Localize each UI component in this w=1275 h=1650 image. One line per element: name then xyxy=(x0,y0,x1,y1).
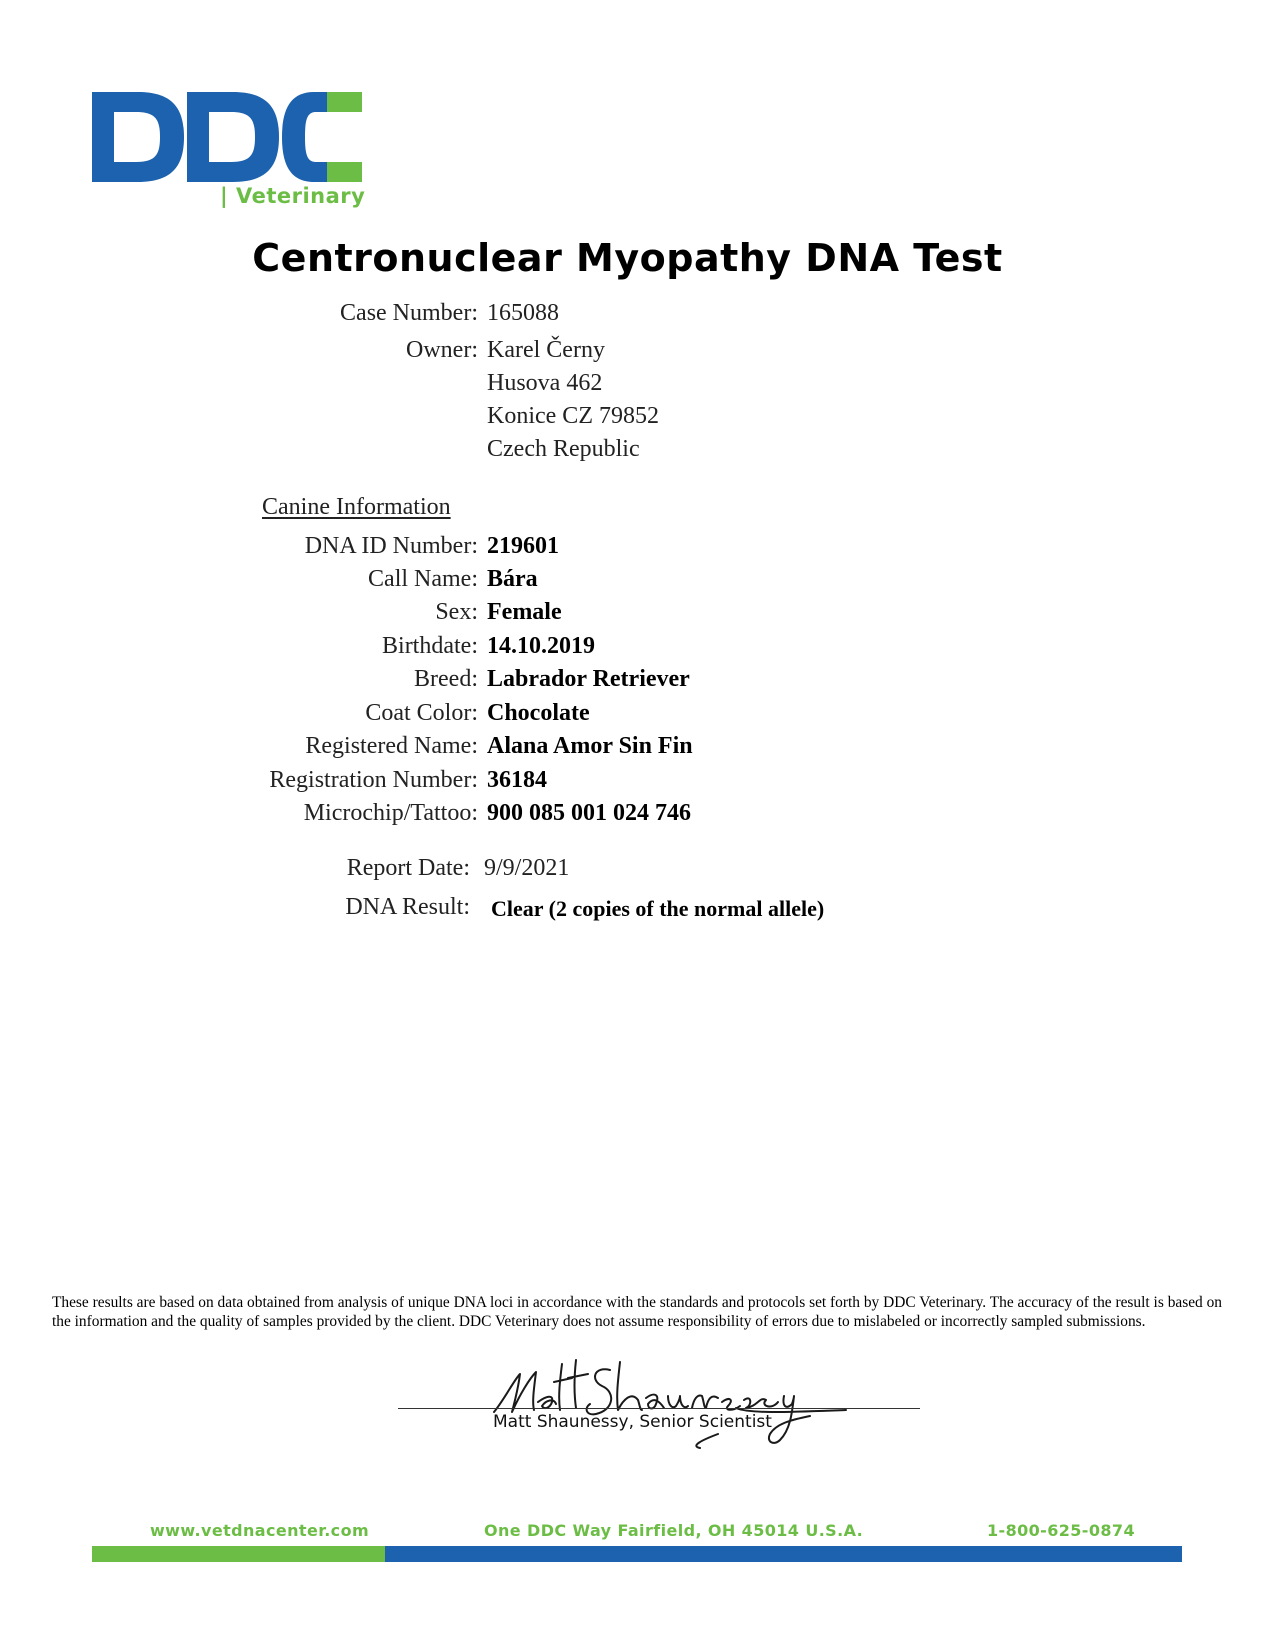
ddc-veterinary-logo xyxy=(92,92,366,214)
microchip-value: 900 085 001 024 746 xyxy=(487,800,691,826)
logo-subtitle: | Veterinary xyxy=(220,184,366,208)
sex-value: Female xyxy=(487,599,562,625)
footer-address: One DDC Way Fairfield, OH 45014 U.S.A. xyxy=(484,1521,864,1540)
disclaimer-text: These results are based on data obtained from analysis of unique DNA loci in accordance with the standards and protocols set forth by DDC Veterinary. The accuracy of the result is based on the information and the quality of samples provided by the client. DDC Veterinary does not assume responsibility of errors due to mislabeled or incorrectly sampled submissions. xyxy=(52,1294,1222,1330)
owner-street: Husova 462 xyxy=(487,370,603,396)
call-name-label: Call Name: xyxy=(368,566,478,592)
dna-result-value: Clear (2 copies of the normal allele) xyxy=(491,896,825,921)
dna-id-label: DNA ID Number: xyxy=(304,533,478,559)
handwritten-signature xyxy=(490,1350,870,1450)
report-title: Centronuclear Myopathy DNA Test xyxy=(252,236,1003,280)
breed-value: Labrador Retriever xyxy=(487,666,690,692)
coat-color-value: Chocolate xyxy=(487,700,590,726)
registered-name-value: Alana Amor Sin Fin xyxy=(487,733,693,759)
case-number-value: 165088 xyxy=(487,300,559,326)
report-date-value: 9/9/2021 xyxy=(484,855,570,881)
dna-id-value: 219601 xyxy=(487,533,559,559)
call-name-value: Bára xyxy=(487,566,538,592)
signature-line xyxy=(398,1408,920,1409)
microchip-label: Microchip/Tattoo: xyxy=(303,800,478,826)
registration-number-label: Registration Number: xyxy=(269,767,478,793)
case-number-label: Case Number: xyxy=(340,300,478,326)
canine-information-heading: Canine Information xyxy=(262,494,451,520)
owner-name: Karel Černy xyxy=(487,337,605,363)
registered-name-label: Registered Name: xyxy=(305,733,478,759)
dna-result-label: DNA Result: xyxy=(345,894,470,920)
birthdate-value: 14.10.2019 xyxy=(487,633,595,659)
footer-bar-blue xyxy=(385,1546,1182,1562)
report-date-label: Report Date: xyxy=(346,855,470,881)
coat-color-label: Coat Color: xyxy=(365,700,478,726)
birthdate-label: Birthdate: xyxy=(382,633,478,659)
ddc-logo-icon xyxy=(92,92,362,182)
registration-number-value: 36184 xyxy=(487,767,547,793)
owner-label: Owner: xyxy=(406,337,478,363)
owner-country: Czech Republic xyxy=(487,436,640,462)
owner-city: Konice CZ 79852 xyxy=(487,403,659,429)
footer-bar-green xyxy=(92,1546,385,1562)
footer-website: www.vetdnacenter.com xyxy=(150,1521,370,1540)
signature-caption: Matt Shaunessy, Senior Scientist xyxy=(493,1412,772,1432)
breed-label: Breed: xyxy=(414,666,478,692)
sex-label: Sex: xyxy=(435,599,478,625)
footer-phone: 1-800-625-0874 xyxy=(987,1521,1135,1540)
